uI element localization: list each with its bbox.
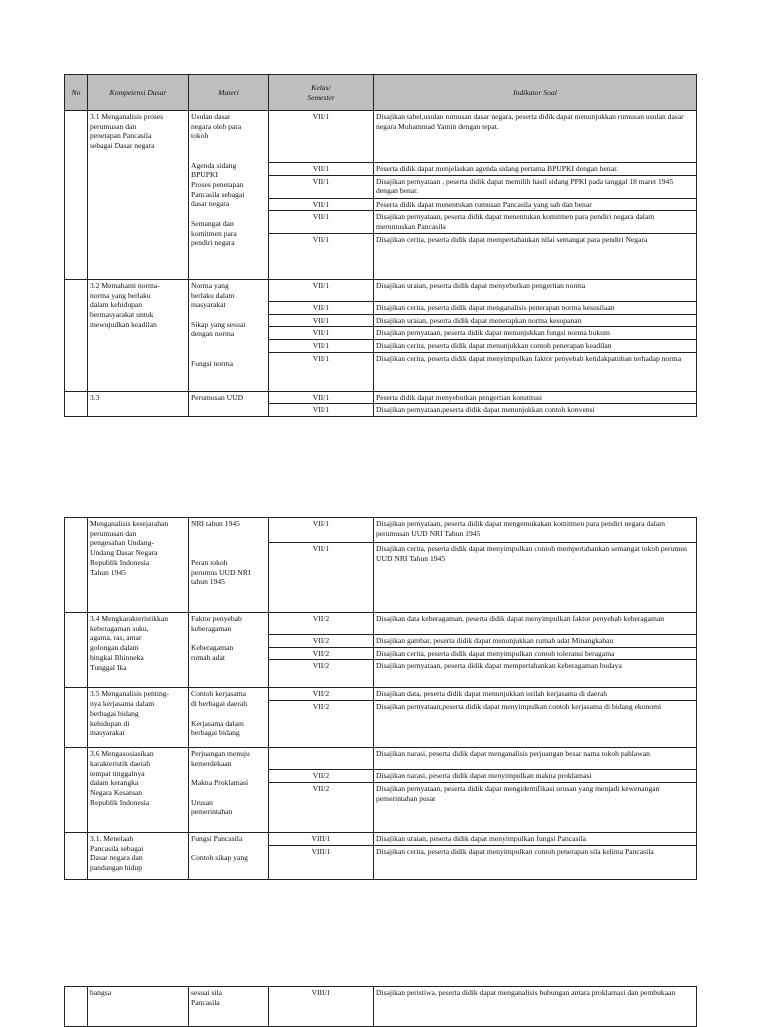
cell-kelas-semester: VII/2 bbox=[269, 647, 374, 660]
cell-kompetensi-dasar: Menganalisis kesejarahan perumusan dan pengesahan Undang- Undang Dasar Negara Republik Indonesia Tahun 1945 bbox=[88, 518, 189, 613]
cell-kelas-semester: VII/1 bbox=[269, 543, 374, 613]
cell-indikator-soal: Disajikan pernyataan,peserta didik dapat menunjukkan contoh konvensi bbox=[374, 404, 697, 417]
cell-no bbox=[65, 518, 88, 613]
cell-indikator-soal: Disajikan pernyataan, peserta didik dapat mengidentifikasi urusan yang menjadi kewenangan pemerintahan pusat bbox=[374, 782, 697, 832]
cell-kelas-semester: VII/1 bbox=[269, 279, 374, 301]
cell-kelas-semester: VII/2 bbox=[269, 613, 374, 635]
cell-kelas-semester: VII/1 bbox=[269, 391, 374, 404]
table-row bbox=[65, 832, 697, 845]
header-materi: Materi bbox=[189, 75, 269, 111]
cell-indikator-soal: Disajikan cerita, peserta didik dapat menganalisis penerapan norma kesusilaan bbox=[374, 301, 697, 314]
cell-indikator-soal: Disajikan tabel,usulan rumusan dasar negara, peserta didik dapat menunjukkan rumusan usulan dasar negara Muhammad Yamin dengan tepat. bbox=[374, 111, 697, 163]
cell-kelas-semester: VII/1 bbox=[269, 111, 374, 163]
cell-kelas-semester: VII/1 bbox=[269, 314, 374, 327]
cell-indikator-soal: Peserta didik dapat menentukan rumusan Pancasila yang sah dan benar bbox=[374, 198, 697, 211]
table-row bbox=[65, 613, 697, 635]
cell-materi: Contoh kerjasama di berbagai daerah Kerjasama dalam berbagai bidang bbox=[189, 688, 269, 748]
cell-kelas-semester: VII/1 bbox=[269, 404, 374, 417]
cell-indikator-soal: Disajikan data, peserta didik dapat menunjukkan istilah kerjasama di daerah bbox=[374, 688, 697, 701]
cell-materi: Norma yang berlaku dalam masyarakat Sikap yang sesuai dengan norma Fungsi norma bbox=[189, 279, 269, 391]
cell-indikator-soal: Disajikan cerita, peserta didik dapat menyimpulkan contoh toleransi beragama bbox=[374, 647, 697, 660]
cell-indikator-soal: Disajikan pernyataan,peserta didik dapat menyimpulkan contoh kerjasama di bidang ekonomi bbox=[374, 701, 697, 748]
cell-indikator-soal: Peserta didik dapat menjelaskan agenda sidang pertama BPUPKI dengan benar. bbox=[374, 163, 697, 176]
cell-indikator-soal: Disajikan data keberagaman, peserta didik dapat menyimpulkan faktor penyebab keberagaman bbox=[374, 613, 697, 635]
cell-kelas-semester: VII/2 bbox=[269, 688, 374, 701]
cell-materi: NRI tahun 1945 Peran tokoh perumus UUD NRI tahun 1945 bbox=[189, 518, 269, 613]
cell-no bbox=[65, 832, 88, 879]
table-row bbox=[65, 748, 697, 770]
cell-kompetensi-dasar: 3.1. Menelaah Pancasila sebagai Dasar negara dan pandangan hidup bbox=[88, 832, 189, 879]
cell-indikator-soal: Disajikan pernyataan , peserta didik dapat memilih hasil sidang PPKI pada tanggal 18 maret 1945 dengan benar. bbox=[374, 175, 697, 198]
cell-kelas-semester: VIII/1 bbox=[269, 987, 374, 1027]
cell-kompetensi-dasar: 3.1 Menganalisis proses perumusan dan penetapan Pancasila sebagai Dasar negara bbox=[88, 111, 189, 280]
cell-kompetensi-dasar: 3.3 bbox=[88, 391, 189, 416]
cell-no bbox=[65, 391, 88, 416]
cell-indikator-soal: Disajikan cerita, peserta didik dapat menyimpulkan contoh penerapan sila kelima Pancasila bbox=[374, 845, 697, 879]
cell-indikator-soal: Disajikan cerita, peserta didik dapat menunjukkan contoh penerapan keadilan bbox=[374, 340, 697, 353]
table-body bbox=[65, 111, 697, 417]
header-no: No bbox=[65, 75, 88, 111]
cell-indikator-soal: Peserta didik dapat menyebutkan pengertian konstitusi bbox=[374, 391, 697, 404]
cell-materi: sesuai sila Pancasila bbox=[189, 987, 269, 1027]
cell-kelas-semester bbox=[269, 748, 374, 770]
cell-kelas-semester: VII/1 bbox=[269, 518, 374, 543]
cell-indikator-soal: Disajikan cerita, peserta didik dapat menyimpulkan contoh mempertahankan semangat tokoh perumus UUD NRI Tahun 1945 bbox=[374, 543, 697, 613]
cell-kelas-semester: VII/2 bbox=[269, 782, 374, 832]
kisi-kisi-table-page-3 bbox=[64, 986, 697, 1027]
table-row bbox=[65, 688, 697, 701]
cell-kelas-semester: VII/1 bbox=[269, 340, 374, 353]
cell-indikator-soal: Disajikan pernyataan, peserta didik dapat menentukan komitmen para pendiri negara dalam merumuskan Pancasila bbox=[374, 211, 697, 233]
table-row bbox=[65, 518, 697, 543]
table-row bbox=[65, 391, 697, 404]
cell-kompetensi-dasar: 3.6 Mengasosiasikan karakteristik daerah tempat tinggalnya dalam kerangka Negara Kesatuan Republik Indonesia bbox=[88, 748, 189, 833]
cell-kelas-semester: VII/1 bbox=[269, 233, 374, 279]
table-body bbox=[65, 987, 697, 1027]
cell-indikator-soal: Disajikan cerita, peserta didik dapat mempertahankan nilai semangat para pendiri Negara bbox=[374, 233, 697, 279]
cell-materi: Usulan dasar negara oleh para tokoh Agenda sidang BPUPKI Proses penetapan Pancasila sebagai dasar negara Semangat dan komitmen para pendiri negara bbox=[189, 111, 269, 280]
cell-kelas-semester: VII/1 bbox=[269, 163, 374, 176]
cell-indikator-soal: Disajikan pernyataan, peserta didik dapat menunjukkan fungsi norma hukum bbox=[374, 327, 697, 340]
cell-indikator-soal: Disajikan cerita, peserta didik dapat menyimpulkan faktor penyebab ketidakpatuhan terhadap norma bbox=[374, 352, 697, 391]
cell-indikator-soal: Disajikan uraian, peserta didik dapat menyimpulkan fungsi Pancasila bbox=[374, 832, 697, 845]
cell-kelas-semester: VII/1 bbox=[269, 301, 374, 314]
cell-kompetensi-dasar: 3.4 Mengkarakteristikkan keberagaman suku, agama, ras, antar golongan dalam bingkai Bhinneka Tunggal Ika bbox=[88, 613, 189, 688]
cell-no bbox=[65, 688, 88, 748]
kisi-kisi-table-page-1 bbox=[64, 74, 697, 417]
cell-no bbox=[65, 748, 88, 833]
header-kompetensi-dasar: Kompetensi Dasar bbox=[88, 75, 189, 111]
cell-materi: Perjuangan menuju kemerdekaan Makna Proklamasi Urusan pemerintahan bbox=[189, 748, 269, 833]
cell-kelas-semester: VII/1 bbox=[269, 198, 374, 211]
header-kelas-semester: Kelas/ Semester bbox=[269, 75, 374, 111]
cell-indikator-soal: Disajikan peristiwa, peserta didik dapat menganalisis hubungan antara proklamasi dan pembukaan bbox=[374, 987, 697, 1027]
table-header-row bbox=[65, 75, 697, 111]
cell-materi: Fungsi Pancasila Contoh sikap yang bbox=[189, 832, 269, 879]
cell-kelas-semester: VII/2 bbox=[269, 770, 374, 783]
cell-indikator-soal: Disajikan pernyataan, peserta didik dapat mengemukakan komitmen para pendiri negara dalam perumusan UUD NRI Tahun 1945 bbox=[374, 518, 697, 543]
cell-indikator-soal: Disajikan uraian, peserta didik dapat menerapkan norma kesopanan bbox=[374, 314, 697, 327]
cell-indikator-soal: Disajikan pernyataan, peserta didik dapat mempertahankan keberagaman budaya bbox=[374, 660, 697, 688]
cell-kelas-semester: VII/1 bbox=[269, 352, 374, 391]
cell-kelas-semester: VIII/1 bbox=[269, 845, 374, 879]
cell-kelas-semester: VII/1 bbox=[269, 175, 374, 198]
cell-kelas-semester: VIII/1 bbox=[269, 832, 374, 845]
cell-indikator-soal: Disajikan narasi, peserta didik dapat menganalisis perjuangan besar nama tokoh pahlawan bbox=[374, 748, 697, 770]
cell-no bbox=[65, 987, 88, 1027]
cell-no bbox=[65, 111, 88, 280]
cell-materi: Perumusan UUD bbox=[189, 391, 269, 416]
cell-kompetensi-dasar: 3.5 Menganalisis penting- nya kerjasama dalam berbagai bidang kehidupan di masyarakat bbox=[88, 688, 189, 748]
table-body bbox=[65, 518, 697, 880]
kisi-kisi-table-page-2 bbox=[64, 517, 697, 880]
cell-kompetensi-dasar: bangsa bbox=[88, 987, 189, 1027]
cell-kelas-semester: VII/1 bbox=[269, 211, 374, 233]
table-row bbox=[65, 279, 697, 301]
table-row bbox=[65, 987, 697, 1027]
cell-no bbox=[65, 279, 88, 391]
cell-indikator-soal: Disajikan gambar, peserta didik dapat menunjukkan rumah adat Minangkabau bbox=[374, 635, 697, 648]
header-indikator-soal: Indikator Soal bbox=[374, 75, 697, 111]
cell-materi: Faktor penyebab keberagaman Keberagaman rumah adat bbox=[189, 613, 269, 688]
cell-kelas-semester: VII/2 bbox=[269, 701, 374, 748]
table-row bbox=[65, 111, 697, 163]
cell-kelas-semester: VII/2 bbox=[269, 660, 374, 688]
cell-kompetensi-dasar: 3.2 Memahami norma- norma yang berlaku dalam kehidupan bermasyarakat untuk mewujudkan keadilan bbox=[88, 279, 189, 391]
cell-kelas-semester: VII/1 bbox=[269, 327, 374, 340]
cell-indikator-soal: Disajikan uraian, peserta didik dapat menyebutkan pengertian norma bbox=[374, 279, 697, 301]
cell-indikator-soal: Disajikan narasi, peserta didik dapat menyimpulkan makna proklamasi bbox=[374, 770, 697, 783]
cell-kelas-semester: VII/2 bbox=[269, 635, 374, 648]
cell-no bbox=[65, 613, 88, 688]
